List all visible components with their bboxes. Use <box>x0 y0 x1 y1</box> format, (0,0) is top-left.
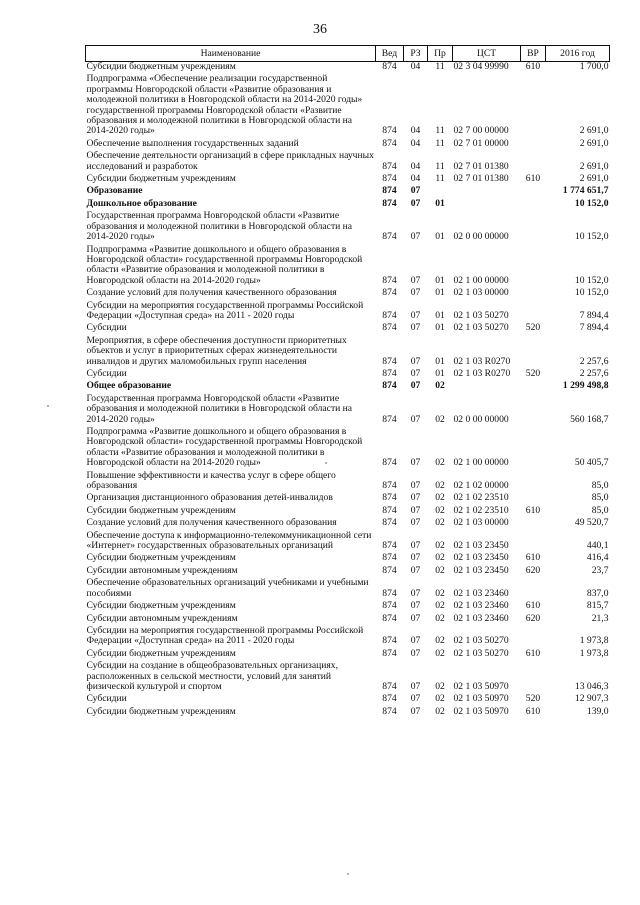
row-rz: 04 <box>410 137 421 149</box>
row-rz: 07 <box>410 380 421 392</box>
row-amount: 2 691,0 <box>579 125 609 137</box>
row-name: Субсидии бюджетным учреждениям <box>86 61 236 72</box>
header-rz: РЗ <box>404 46 428 62</box>
row-rz: 04 <box>410 160 421 172</box>
row-pr: 02 <box>435 587 445 599</box>
row-pr: 02 <box>435 457 445 469</box>
scan-speck <box>47 405 49 407</box>
row-pr: 02 <box>435 705 445 717</box>
table-row <box>86 394 610 427</box>
row-cst: 02 7 01 01380 <box>453 173 509 185</box>
row-cst: 02 1 02 00000 <box>453 480 509 492</box>
row-cst: 02 1 00 00000 <box>453 457 509 469</box>
row-name: Субсидии бюджетным учреждениям <box>86 552 236 564</box>
row-name: Образование <box>86 185 143 197</box>
row-pr: 01 <box>435 355 445 367</box>
row-rz: 07 <box>410 231 421 243</box>
table-row <box>86 288 610 300</box>
row-ved: 874 <box>382 413 397 425</box>
row-ved: 874 <box>382 367 397 379</box>
row-ved: 874 <box>382 185 397 197</box>
row-name: Создание условий для получения качественного образования <box>86 517 337 529</box>
row-name: Субсидии на создание в общеобразовательных организациях, расположенных в сельской местности, условий для занятий физической культурой и спортом <box>86 660 338 692</box>
row-amount: 139,0 <box>586 705 609 717</box>
row-cst: 02 1 02 23510 <box>453 504 509 516</box>
row-cst: 02 1 03 50270 <box>453 309 509 321</box>
row-vr: 620 <box>525 612 541 624</box>
row-pr: 02 <box>435 517 445 529</box>
row-amount: 13 046,3 <box>574 680 609 692</box>
row-name: Дошкольное образование <box>86 197 197 209</box>
row-name: Субсидии <box>86 322 127 334</box>
row-vr <box>521 336 546 369</box>
row-pr: 01 <box>435 367 445 379</box>
table-row <box>86 626 610 649</box>
row-name: Субсидии автономным учреждениям <box>86 564 238 576</box>
row-ved: 874 <box>382 287 397 299</box>
row-pr: 11 <box>435 173 445 185</box>
row-cst: 02 1 03 R0270 <box>453 355 511 367</box>
row-vr <box>521 427 546 471</box>
row-ved: 874 <box>382 309 397 321</box>
row-ved: 874 <box>382 125 397 137</box>
row-pr: 11 <box>435 160 445 172</box>
row-cst: 02 3 04 99990 <box>453 61 509 72</box>
row-rz: 07 <box>410 647 421 659</box>
row-ved: 874 <box>382 274 397 286</box>
row-pr: 02 <box>435 540 445 552</box>
row-vr <box>521 245 546 289</box>
row-name: Подпрограмма «Обеспечение реализации государственной программы Новгородской области «Развитие образования и молодежной политики в Новгородской области на 2014-2020 годы» государственной программы Новгородской области «Развитие образования и молодежной политики в Новгородской области на 2014-2020 годы» <box>86 73 363 137</box>
table-row <box>86 578 610 601</box>
row-amount: 85,0 <box>591 492 609 504</box>
row-amount: 1 973,8 <box>579 635 609 647</box>
row-pr: 02 <box>435 680 445 692</box>
row-cst <box>453 186 521 198</box>
row-rz: 07 <box>410 322 421 334</box>
row-amount: 50 405,7 <box>574 457 609 469</box>
row-rz: 07 <box>410 457 421 469</box>
row-pr: 02 <box>435 480 445 492</box>
row-cst: 02 1 03 00000 <box>453 287 509 299</box>
table-row <box>86 174 610 186</box>
row-cst: 02 1 03 23450 <box>453 540 509 552</box>
table-row <box>86 471 610 494</box>
row-vr: 610 <box>525 552 541 564</box>
row-amount: 12 907,3 <box>574 693 609 705</box>
row-vr <box>521 211 546 244</box>
row-ved: 874 <box>382 137 397 149</box>
row-name: Государственная программа Новгородской области «Развитие образования и молодежной политики в Новгородской области на 2014-2020 годы» <box>86 210 353 243</box>
row-amount: 10 152,0 <box>574 274 609 286</box>
row-amount: 7 894,4 <box>579 309 609 321</box>
row-vr: 520 <box>525 367 541 379</box>
row-rz: 07 <box>410 274 421 286</box>
row-cst: 02 1 03 23460 <box>453 600 509 612</box>
row-ved: 874 <box>382 504 397 516</box>
row-ved: 874 <box>382 380 397 392</box>
row-name: Обеспечение выполнения государственных заданий <box>86 137 299 149</box>
row-rz: 07 <box>410 564 421 576</box>
row-cst <box>453 199 521 211</box>
row-cst: 02 1 03 50970 <box>453 680 509 692</box>
row-rz: 07 <box>410 185 421 197</box>
row-name: Субсидии бюджетным учреждениям <box>86 600 236 612</box>
row-amount: 85,0 <box>591 504 609 516</box>
row-rz: 07 <box>410 552 421 564</box>
row-ved: 874 <box>382 600 397 612</box>
row-name: Субсидии на мероприятия государственной программы Российской Федерации «Доступная среда» на 2011 - 2020 годы <box>86 299 364 321</box>
row-ved: 874 <box>382 517 397 529</box>
row-amount: 416,4 <box>586 552 609 564</box>
row-pr: 02 <box>435 647 445 659</box>
row-name: Обеспечение образовательных организаций учебниками и учебными пособиями <box>86 577 369 599</box>
row-amount: 2 691,0 <box>579 173 609 185</box>
row-pr: 02 <box>435 504 445 516</box>
row-rz: 07 <box>410 492 421 504</box>
row-cst: 02 1 03 00000 <box>453 517 509 529</box>
row-rz: 07 <box>410 635 421 647</box>
row-name: Повышение эффективности и качества услуг в сфере общего образования <box>86 469 336 492</box>
row-amount: 1 973,8 <box>579 647 609 659</box>
row-cst: 02 1 03 23460 <box>453 587 509 599</box>
row-name: Мероприятия, в сфере обеспечения доступности приоритетных объектов и услуг в приоритетных сферах жизнедеятельности инвалидов и других маломобильных групп населения <box>86 334 347 367</box>
table-header-row <box>86 46 610 62</box>
table-row <box>86 323 610 335</box>
row-amount: 440,1 <box>586 540 609 552</box>
row-pr: 02 <box>435 612 445 624</box>
row-vr <box>521 531 546 554</box>
row-pr: 02 <box>435 564 445 576</box>
header-vr: ВР <box>521 46 546 62</box>
row-rz: 07 <box>410 693 421 705</box>
row-rz: 04 <box>410 125 421 137</box>
row-rz: 07 <box>410 287 421 299</box>
header-pr: Пр <box>428 46 453 62</box>
row-pr: 02 <box>435 693 445 705</box>
row-vr: 620 <box>525 564 541 576</box>
row-amount: 2 257,6 <box>579 355 609 367</box>
row-vr <box>521 471 546 494</box>
row-name: Государственная программа Новгородской области «Развитие образования и молодежной политики в Новгородской области на 2014-2020 годы» <box>86 392 353 425</box>
row-vr <box>521 74 546 138</box>
row-ved: 874 <box>382 322 397 334</box>
row-name: Подпрограмма «Развитие дошкольного и общего образования в Новгородской области» государственной программы Новгородской области «Развитие образования и молодежной политики в Новгородской области на 2014-2020 годы» <box>86 426 363 469</box>
row-pr <box>428 186 453 198</box>
row-pr: 11 <box>435 125 445 137</box>
row-pr: 02 <box>435 635 445 647</box>
row-cst: 02 1 03 50970 <box>453 693 509 705</box>
row-vr: 610 <box>525 705 541 717</box>
row-cst: 02 1 03 50270 <box>453 647 509 659</box>
row-name: Субсидии бюджетным учреждениям <box>86 647 236 659</box>
header-cst: ЦСТ <box>453 46 521 62</box>
row-name: Общее образование <box>86 380 172 392</box>
row-ved: 874 <box>382 480 397 492</box>
row-name: Обеспечение доступа к информационно-телекоммуникационной сети «Интернет» государственных образовательных организаций <box>86 529 372 552</box>
row-amount: 2 691,0 <box>579 160 609 172</box>
row-ved: 874 <box>382 160 397 172</box>
row-rz: 07 <box>410 197 421 209</box>
row-rz: 07 <box>410 612 421 624</box>
row-cst: 02 7 00 00000 <box>453 125 509 137</box>
row-vr: 610 <box>525 61 541 72</box>
header-ved: Вед <box>376 46 404 62</box>
table-row <box>86 601 610 613</box>
table-row <box>86 707 610 719</box>
table-row <box>86 74 610 138</box>
row-ved: 874 <box>382 693 397 705</box>
row-rz: 07 <box>410 413 421 425</box>
row-vr: 520 <box>525 322 541 334</box>
row-name: Организация дистанционного образования детей-инвалидов <box>86 492 333 504</box>
row-cst <box>453 381 521 393</box>
row-cst: 02 1 03 23450 <box>453 564 509 576</box>
table-row <box>86 493 610 505</box>
header-name: Наименование <box>86 46 376 62</box>
row-cst: 02 0 00 00000 <box>453 413 509 425</box>
row-amount: 10 152,0 <box>574 231 609 243</box>
row-vr: 520 <box>525 693 541 705</box>
row-rz: 07 <box>410 680 421 692</box>
row-name: Субсидии бюджетным учреждениям <box>86 504 236 516</box>
table-row <box>86 211 610 244</box>
table-row <box>86 427 610 471</box>
table-body <box>86 62 610 720</box>
table-row <box>86 661 610 694</box>
row-vr: 610 <box>525 173 541 185</box>
row-amount: 7 894,4 <box>579 322 609 334</box>
table-row <box>86 694 610 706</box>
row-pr: 01 <box>435 197 445 209</box>
row-pr: 01 <box>435 274 445 286</box>
table-row <box>86 553 610 565</box>
row-pr: 01 <box>435 309 445 321</box>
row-vr <box>521 578 546 601</box>
row-ved: 874 <box>382 564 397 576</box>
row-amount: 10 152,0 <box>574 197 609 209</box>
row-vr <box>521 151 546 174</box>
row-name: Субсидии бюджетным учреждениям <box>86 705 236 717</box>
row-ved: 874 <box>382 492 397 504</box>
row-cst: 02 1 03 50270 <box>453 322 509 334</box>
row-vr: 610 <box>525 600 541 612</box>
row-pr: 11 <box>435 137 445 149</box>
header-amount: 2016 год <box>546 46 610 62</box>
row-pr: 02 <box>435 600 445 612</box>
row-amount: 1 700,0 <box>579 61 609 72</box>
row-cst: 02 7 01 00000 <box>453 137 509 149</box>
row-rz: 07 <box>410 587 421 599</box>
table-row <box>86 518 610 530</box>
row-vr <box>521 661 546 694</box>
row-rz: 07 <box>410 705 421 717</box>
table-row <box>86 245 610 289</box>
row-pr: 01 <box>435 322 445 334</box>
row-pr: 02 <box>435 492 445 504</box>
row-ved: 874 <box>382 635 397 647</box>
row-ved: 874 <box>382 680 397 692</box>
row-cst: 02 1 03 50970 <box>453 705 509 717</box>
row-cst: 02 7 01 01380 <box>453 160 509 172</box>
row-rz: 07 <box>410 540 421 552</box>
row-name: Создание условий для получения качественного образования <box>86 287 337 299</box>
row-amount: 1 299 498,8 <box>562 380 609 392</box>
row-amount: 560 168,7 <box>570 413 609 425</box>
row-ved: 874 <box>382 540 397 552</box>
row-rz: 07 <box>410 504 421 516</box>
row-amount: 10 152,0 <box>574 287 609 299</box>
row-pr: 02 <box>435 552 445 564</box>
row-vr <box>521 288 546 300</box>
row-cst: 02 0 00 00000 <box>453 231 509 243</box>
row-ved: 874 <box>382 457 397 469</box>
row-ved: 874 <box>382 231 397 243</box>
row-rz: 07 <box>410 517 421 529</box>
row-ved: 874 <box>382 612 397 624</box>
row-name: Субсидии автономным учреждениям <box>86 612 238 624</box>
row-vr <box>521 381 546 393</box>
row-pr: 02 <box>435 413 445 425</box>
row-amount: 815,7 <box>586 600 609 612</box>
row-ved: 874 <box>382 647 397 659</box>
row-amount: 21,3 <box>591 612 609 624</box>
row-ved: 874 <box>382 552 397 564</box>
row-vr <box>521 139 546 151</box>
row-ved: 874 <box>382 197 397 209</box>
row-ved: 874 <box>382 355 397 367</box>
row-cst: 02 1 02 23510 <box>453 492 509 504</box>
row-vr <box>521 301 546 324</box>
row-amount: 2 691,0 <box>579 137 609 149</box>
row-pr: 01 <box>435 231 445 243</box>
row-cst: 02 1 03 50270 <box>453 635 509 647</box>
table-row <box>86 301 610 324</box>
row-ved: 874 <box>382 705 397 717</box>
row-name: Обеспечение деятельности организаций в сфере прикладных научных исследований и разработок <box>86 150 374 172</box>
row-name: Подпрограмма «Развитие дошкольного и общего образования в Новгородской области» государственной программы Новгородской области «Развитие образования и молодежной политики в Новгородской области на 2014-2020 годы» <box>86 243 363 286</box>
row-name: Субсидии <box>86 367 127 379</box>
row-cst: 02 1 03 23450 <box>453 552 509 564</box>
scan-speck <box>347 873 349 875</box>
row-name: Субсидии <box>86 693 127 705</box>
row-vr: 610 <box>525 504 541 516</box>
table-row <box>86 336 610 369</box>
row-vr <box>521 394 546 427</box>
row-pr: 01 <box>435 287 445 299</box>
table-row <box>86 531 610 554</box>
row-vr <box>521 626 546 649</box>
row-vr: 610 <box>525 647 541 659</box>
row-amount: 85,0 <box>591 480 609 492</box>
row-pr: 11 <box>435 61 445 72</box>
row-ved: 874 <box>382 61 397 72</box>
row-name: Субсидии бюджетным учреждениям <box>86 173 236 185</box>
row-cst: 02 1 03 R0270 <box>453 367 511 379</box>
row-rz: 04 <box>410 61 421 72</box>
row-rz: 04 <box>410 173 421 185</box>
row-rz: 07 <box>410 600 421 612</box>
scan-speck <box>325 462 327 464</box>
row-amount: 49 520,7 <box>574 517 609 529</box>
budget-table <box>85 45 610 719</box>
table-row <box>86 186 610 198</box>
row-amount: 1 774 651,7 <box>562 185 609 197</box>
row-amount: 837,0 <box>586 587 609 599</box>
row-amount: 2 257,6 <box>579 367 609 379</box>
page-number: 36 <box>313 22 327 37</box>
row-rz: 07 <box>410 355 421 367</box>
row-rz: 07 <box>410 367 421 379</box>
row-rz: 07 <box>410 309 421 321</box>
row-pr: 02 <box>435 380 445 392</box>
row-vr <box>521 199 546 211</box>
row-ved: 874 <box>382 173 397 185</box>
row-cst: 02 1 03 23460 <box>453 612 509 624</box>
row-amount: 23,7 <box>591 564 609 576</box>
row-vr <box>521 493 546 505</box>
row-vr <box>521 186 546 198</box>
row-rz: 07 <box>410 480 421 492</box>
row-ved: 874 <box>382 587 397 599</box>
table-row <box>86 381 610 393</box>
table-row <box>86 151 610 174</box>
row-name: Субсидии на мероприятия государственной программы Российской Федерации «Доступная среда» на 2011 - 2020 годы <box>86 624 364 647</box>
row-cst: 02 1 00 00000 <box>453 274 509 286</box>
row-vr <box>521 518 546 530</box>
